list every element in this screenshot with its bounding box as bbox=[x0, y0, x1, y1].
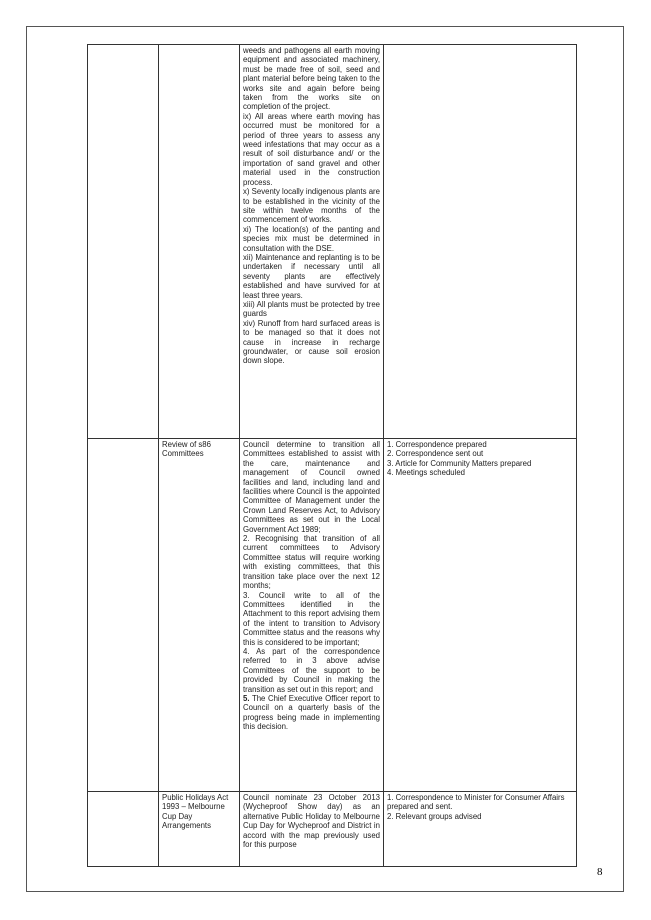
empty-cell bbox=[88, 439, 159, 792]
resolution-paragraph: ix) All areas where earth moving has occurred must be monitored for a period of three years to assess any weed infestations that may occur as a result of soil disturbance and/ or the importation of sand gravel and other material used in the construction process. bbox=[243, 111, 380, 187]
item-cell bbox=[159, 45, 240, 439]
action-item: 3. Article for Community Matters prepared bbox=[387, 458, 532, 468]
resolution-paragraph: weeds and pathogens all earth moving equipment and associated machinery, must be made free of soil, seed and plant material before being taken to the works site and again before being taken from the works site on completion of the project. bbox=[243, 46, 380, 112]
resolution-paragraph: xiii) All plants must be protected by tree guards bbox=[243, 299, 380, 319]
action-item: 4. Meetings scheduled bbox=[387, 468, 466, 478]
minutes-table bbox=[87, 44, 577, 867]
resolution-paragraph: xi) The location(s) of the panting and species mix must be determined in consultation with the DSE. bbox=[243, 224, 380, 253]
resolution-paragraph: xii) Maintenance and replanting is to be undertaken if necessary until all seventy plants are effectively established and have survived for at least three years. bbox=[243, 252, 380, 300]
action-item: 2. Correspondence sent out bbox=[387, 449, 484, 459]
table-row bbox=[88, 439, 577, 792]
resolution-paragraph: Council nominate 23 October 2013 (Wycheproof Show day) as an alternative Public Holiday to Melbourne Cup Day for Wycheproof and District in accord with the map previously used for this purpose bbox=[243, 793, 380, 850]
action-item: 1. Correspondence prepared bbox=[387, 440, 487, 449]
empty-cell bbox=[88, 45, 159, 439]
resolution-cell bbox=[240, 792, 384, 867]
resolution-paragraph: 2. Recognising that transition of all current committees to Advisory Committee status will require working with existing committees, that this transition take place over the next 12 months; bbox=[243, 534, 380, 591]
resolution-paragraph: 4. As part of the correspondence referred to in 3 above advise Committees of the support to be provided by Council in making the transition as set out in this report; and bbox=[243, 646, 380, 694]
page-number: 8 bbox=[597, 866, 603, 878]
table-row bbox=[88, 45, 577, 439]
resolution-cell bbox=[240, 45, 384, 439]
empty-cell bbox=[88, 792, 159, 867]
actions-cell bbox=[384, 439, 577, 792]
resolution-number: 5. bbox=[243, 693, 250, 703]
resolution-paragraph: 3. Council write to all of the Committees identified in the Attachment to this report advising them of the intent to transition to Advisory Committee status and the reasons why this is considered to be important; bbox=[243, 590, 380, 647]
resolution-final-text: The Chief Executive Officer report to Council on a quarterly basis of the progress being made in implementing this decision. bbox=[243, 693, 380, 732]
action-item: 1. Correspondence to Minister for Consumer Affairs prepared and sent. bbox=[387, 793, 565, 812]
actions-cell bbox=[384, 792, 577, 867]
resolution-paragraph: Council determine to transition all Committees established to assist with the care, maintenance and management of Council owned facilities and land, including land and facilities where Council is the appointed Committee of Management under the Crown Land Reserves Act, to Advisory Committees as set out in the Local Government Act 1989; bbox=[243, 440, 380, 534]
item-cell: Review of s86 Committees bbox=[159, 439, 240, 792]
resolution-paragraph: x) Seventy locally indigenous plants are to be established in the vicinity of the site within twelve months of the commencement of works. bbox=[243, 187, 380, 225]
resolution-paragraph-final bbox=[243, 694, 380, 732]
action-item: 2. Relevant groups advised bbox=[387, 811, 482, 821]
table-row bbox=[88, 792, 577, 867]
item-cell: Public Holidays Act 1993 – Melbourne Cup Day Arrangements bbox=[159, 792, 240, 867]
resolution-paragraph: xiv) Runoff from hard surfaced areas is to be managed so that it does not cause in increase in recharge groundwater, or cause soil erosion down slope. bbox=[243, 318, 380, 366]
actions-cell bbox=[384, 45, 577, 439]
resolution-cell bbox=[240, 439, 384, 792]
